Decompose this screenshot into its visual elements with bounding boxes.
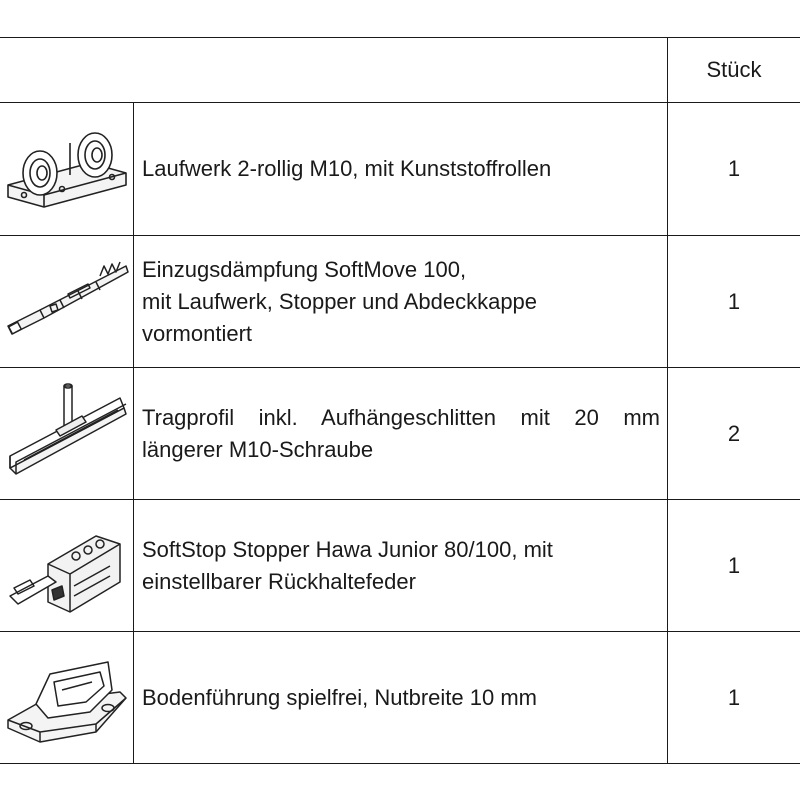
row-description xyxy=(142,500,660,631)
row-description xyxy=(142,103,660,235)
row-quantity: 1 xyxy=(727,685,741,710)
row-description xyxy=(142,632,660,763)
description-line: Tragprofil inkl. Aufhängeschlitten mit 20 mm xyxy=(142,404,660,430)
description-line: längerer M10-Schraube xyxy=(142,436,374,462)
description-line: SoftStop Stopper Hawa Junior 80/100, mit xyxy=(142,536,553,562)
row-quantity: 1 xyxy=(727,553,741,578)
qty-column-header: Stück xyxy=(706,57,762,82)
row-quantity: 2 xyxy=(727,421,741,446)
description-line: mit Laufwerk, Stopper und Abdeckkappe xyxy=(142,288,538,314)
description-line: einstellbarer Rückhaltefeder xyxy=(142,568,416,594)
track-profile-icon xyxy=(0,368,133,499)
softstop-icon xyxy=(0,500,133,631)
description-line: Einzugsdämpfung SoftMove 100, xyxy=(142,256,467,282)
table-border-bottom xyxy=(0,763,800,764)
description-line: Laufwerk 2-rollig M10, mit Kunststoffrollen xyxy=(142,156,552,181)
row-description xyxy=(142,368,660,499)
description-line: vormontiert xyxy=(142,320,253,346)
row-quantity: 1 xyxy=(727,289,741,314)
floor-guide-icon xyxy=(0,632,133,763)
row-quantity: 1 xyxy=(727,156,741,181)
description-line: Bodenführung spielfrei, Nutbreite 10 mm xyxy=(142,684,537,710)
image-column-divider xyxy=(133,102,134,764)
parts-table xyxy=(0,37,800,764)
damper-icon xyxy=(0,236,133,367)
row-description xyxy=(142,236,660,367)
trolley-icon xyxy=(0,103,133,235)
